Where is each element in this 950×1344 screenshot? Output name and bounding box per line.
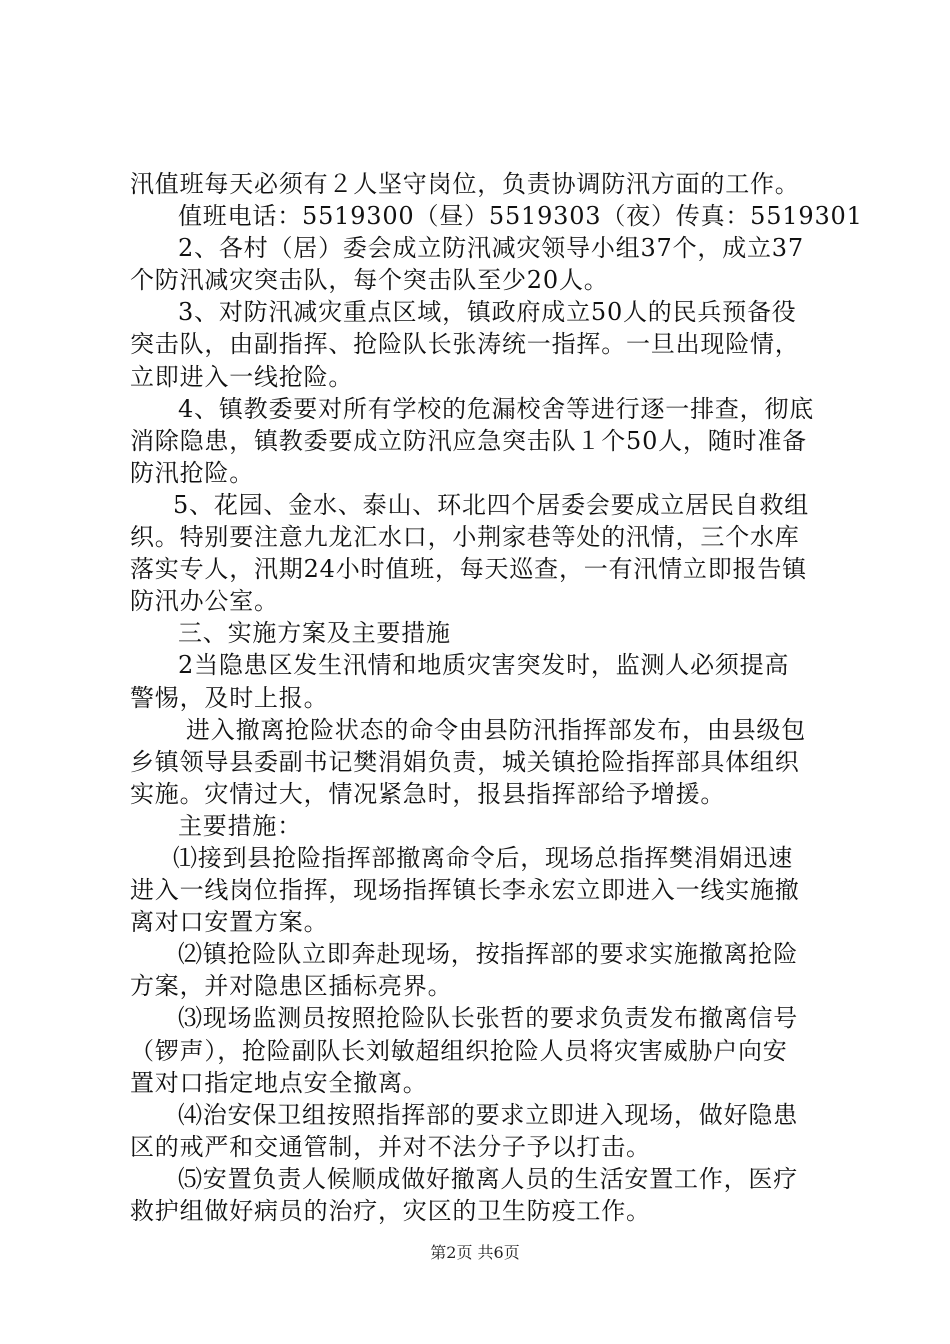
text-line: 突击队，由副指挥、抢险队长张涛统一指挥。一旦出现险情， [130,330,800,359]
text-line: 警惕，及时上报。 [130,683,329,712]
text-line: （锣声），抢险副队长刘敏超组织抢险人员将灾害威胁户向安 [130,1036,788,1065]
text-line: 织。特别要注意九龙汇水口，小荆家巷等处的汛情，三个水库 [130,523,800,552]
text-line: 值班电话：5519300（昼）5519303（夜）传真：5519301 [178,202,863,231]
page-number: 第2页 共6页 [430,1243,520,1262]
text-line: 个防汛减灾突击队，每个突击队至少20人。 [130,266,609,295]
text-line: 2、各村（居）委会成立防汛减灾领导小组37个，成立37 [178,234,804,263]
text-line: 汛值班每天必须有２人坚守岗位，负责协调防汛方面的工作。 [130,170,800,198]
text-line: 立即进入一线抢险。 [130,362,354,391]
text-line: 3、对防汛减灾重点区域，镇政府成立50人的民兵预备役 [178,298,797,327]
text-line: 方案，并对隐患区插标亮界。 [130,972,453,1001]
document-body [130,168,863,1227]
text-line: 实施。灾情过大，情况紧急时，报县指挥部给予增援。 [130,779,726,808]
text-line: 防汛抢险。 [130,458,254,487]
text-line: ⑴接到县抢险指挥部撤离命令后，现场总指挥樊涓娟迅速 [173,843,793,872]
text-line: ⑷治安保卫组按照指挥部的要求立即进入现场，做好隐患 [178,1100,798,1129]
text-line: 进入撤离抢险状态的命令由县防汛指挥部发布，由县级包 [186,715,806,744]
text-line: 乡镇领导县委副书记樊涓娟负责，城关镇抢险指挥部具体组织 [130,747,800,776]
text-line: 进入一线岗位指挥，现场指挥镇长李永宏立即进入一线实施撤 [130,876,800,905]
text-line: ⑶现场监测员按照抢险队长张哲的要求负责发布撤离信号 [178,1004,798,1033]
text-line: 置对口指定地点安全撤离。 [130,1068,428,1097]
text-line: ⑸安置负责人候顺成做好撤离人员的生活安置工作，医疗 [178,1164,798,1193]
text-line: 区的戒严和交通管制，并对不法分子予以打击。 [130,1132,651,1161]
text-line: 救护组做好病员的治疗，灾区的卫生防疫工作。 [130,1197,651,1225]
text-line: 5、花园、金水、泰山、环北四个居委会要成立居民自救组 [173,490,810,519]
text-line: 离对口安置方案。 [130,908,329,937]
text-line: 2当隐患区发生汛情和地质灾害突发时，监测人必须提高 [178,651,790,680]
section-heading: 三、实施方案及主要措施 [178,619,451,648]
text-line: 落实专人，汛期24小时值班，每天巡查，一有汛情立即报告镇 [130,555,807,584]
text-line: ⑵镇抢险队立即奔赴现场，按指挥部的要求实施撤离抢险 [178,940,798,969]
text-line: 消除隐患，镇教委要成立防汛应急突击队１个50人，随时准备 [130,426,807,455]
text-line: 防汛办公室。 [130,587,279,616]
text-line: 4、镇教委要对所有学校的危漏校舍等进行逐一排查，彻底 [178,394,815,423]
text-line: 主要措施： [178,811,302,840]
